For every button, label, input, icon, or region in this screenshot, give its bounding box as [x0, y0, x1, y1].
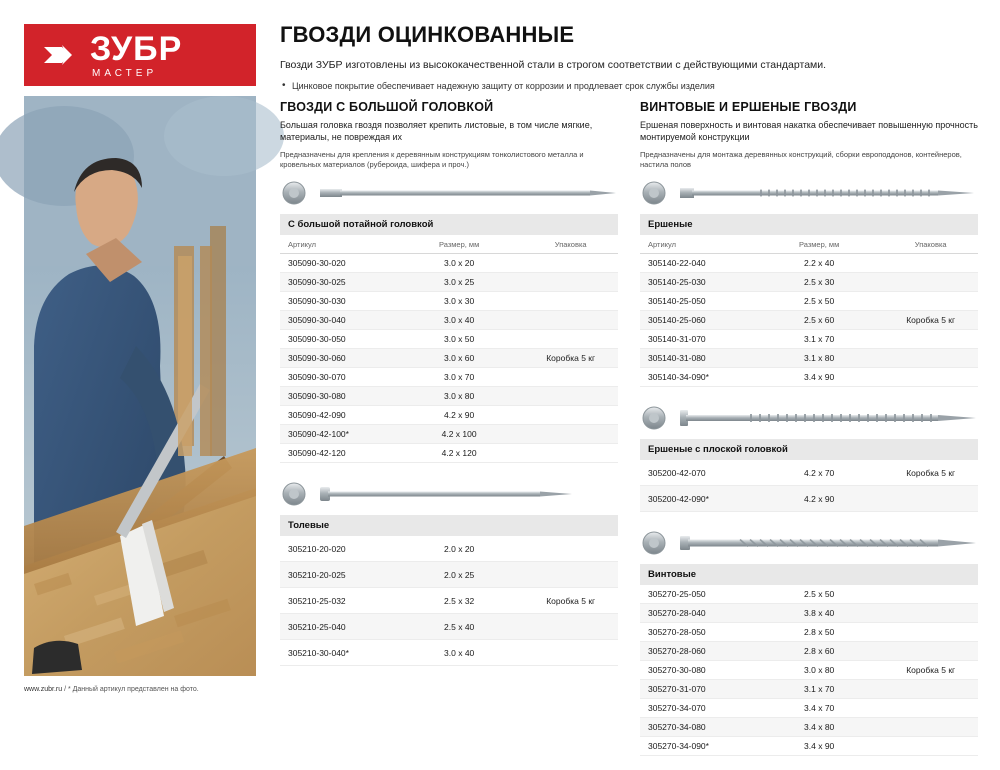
table-row — [280, 588, 618, 614]
product-photo — [24, 96, 256, 676]
table-row — [640, 585, 978, 604]
cell-size: 3.1 x 70 — [755, 680, 883, 699]
cell-package — [523, 640, 618, 666]
table-row — [280, 368, 618, 387]
cell-article: 305270-28-050 — [640, 623, 755, 642]
table-row — [640, 254, 978, 273]
cell-article: 305140-25-030 — [640, 273, 755, 292]
cell-article: 305090-30-040 — [280, 311, 395, 330]
table-caption: Ершеные — [640, 214, 978, 235]
col-article: Артикул — [280, 235, 395, 254]
cell-package: Коробка 5 кг — [883, 661, 978, 680]
cell-size: 2.5 x 50 — [755, 292, 883, 311]
cell-size: 2.5 x 30 — [755, 273, 883, 292]
table-row — [640, 699, 978, 718]
cell-size: 3.4 x 80 — [755, 718, 883, 737]
col-package: Упаковка — [523, 235, 618, 254]
cell-size: 2.5 x 60 — [755, 311, 883, 330]
cell-article: 305210-20-025 — [280, 562, 395, 588]
cell-package — [883, 604, 978, 623]
brand-text — [90, 29, 183, 79]
header-lead: Гвозди ЗУБР изготовлены из высококачественной стали в строгом соответствии с действующими стандартами. — [280, 59, 827, 71]
cell-package — [883, 718, 978, 737]
cell-package — [883, 680, 978, 699]
brand-subname: МАСТЕР — [92, 67, 158, 79]
table-row — [280, 330, 618, 349]
table-row — [280, 273, 618, 292]
cell-package — [883, 699, 978, 718]
cell-package — [523, 254, 618, 273]
table-row — [640, 623, 978, 642]
table-block-ring-flat-head — [640, 439, 978, 512]
table-caption: Винтовые — [640, 564, 978, 585]
cell-size: 2.5 x 40 — [395, 614, 523, 640]
table-header-row — [280, 235, 618, 254]
cell-article: 305210-25-040 — [280, 614, 395, 640]
table-row — [640, 737, 978, 756]
cell-size: 3.0 x 80 — [395, 387, 523, 406]
cell-size: 4.2 x 90 — [755, 486, 883, 512]
cell-article: 305090-30-060 — [280, 349, 395, 368]
cell-article: 305270-34-090* — [640, 737, 755, 756]
table-caption: Ершеные с плоской головкой — [640, 439, 978, 460]
cell-article: 305140-25-050 — [640, 292, 755, 311]
cell-package — [883, 737, 978, 756]
nail-illustration-countersunk — [280, 176, 618, 210]
table-roofing — [280, 515, 618, 666]
table-row — [640, 604, 978, 623]
column-screw-ring-nails — [640, 100, 978, 770]
table-row — [640, 680, 978, 699]
cell-article: 305210-25-032 — [280, 588, 395, 614]
cell-package: Коробка 5 кг — [883, 311, 978, 330]
cell-article: 305140-25-060 — [640, 311, 755, 330]
brand-name: ЗУБР — [90, 29, 183, 68]
footer-asterisk-note: / * Данный артикул представлен на фото. — [64, 686, 199, 693]
cell-article: 305090-30-025 — [280, 273, 395, 292]
cell-package — [523, 425, 618, 444]
cell-size: 3.0 x 20 — [395, 254, 523, 273]
cell-size: 4.2 x 70 — [755, 460, 883, 486]
cell-article: 305090-30-020 — [280, 254, 395, 273]
table-body — [280, 536, 618, 666]
cell-package — [523, 273, 618, 292]
table-row — [640, 292, 978, 311]
cell-size: 3.0 x 40 — [395, 640, 523, 666]
cell-package — [523, 311, 618, 330]
cell-article: 305090-30-030 — [280, 292, 395, 311]
table-row — [280, 640, 618, 666]
table-row — [640, 486, 978, 512]
cell-package — [523, 614, 618, 640]
column-large-head-nails — [280, 100, 618, 680]
cell-article: 305200-42-070 — [640, 460, 755, 486]
table-ring — [640, 214, 978, 387]
right-section-note: Предназначены для монтажа деревянных конструкций, сборки европоддонов, контейнеров, настила полов — [640, 150, 962, 169]
table-row — [280, 387, 618, 406]
nail-illustration-screw — [640, 526, 978, 560]
table-row — [280, 311, 618, 330]
cell-article: 305140-31-080 — [640, 349, 755, 368]
table-body — [280, 254, 618, 463]
cell-size: 3.4 x 70 — [755, 699, 883, 718]
col-size: Размер, мм — [755, 235, 883, 254]
cell-article: 305140-31-070 — [640, 330, 755, 349]
cell-package — [883, 585, 978, 604]
cell-size: 3.4 x 90 — [755, 737, 883, 756]
table-block-roofing — [280, 515, 618, 666]
table-header-row — [640, 235, 978, 254]
table-row — [280, 536, 618, 562]
col-size: Размер, мм — [395, 235, 523, 254]
cell-size: 2.5 x 50 — [755, 585, 883, 604]
table-row — [640, 661, 978, 680]
cell-package — [883, 273, 978, 292]
cell-package — [523, 562, 618, 588]
table-caption: Толевые — [280, 515, 618, 536]
cell-article: 305270-30-080 — [640, 661, 755, 680]
table-row — [280, 614, 618, 640]
cell-article: 305090-42-100* — [280, 425, 395, 444]
table-row — [640, 311, 978, 330]
nail-illustration-ring-flat-head — [640, 401, 978, 435]
arrow-icon — [40, 35, 80, 75]
table-row — [280, 254, 618, 273]
cell-size: 2.0 x 25 — [395, 562, 523, 588]
page-header — [280, 22, 980, 93]
cell-package — [883, 486, 978, 512]
table-block-screw — [640, 564, 978, 756]
cell-package — [523, 444, 618, 463]
table-row — [640, 330, 978, 349]
cell-article: 305210-30-040* — [280, 640, 395, 666]
cell-article: 305270-34-080 — [640, 718, 755, 737]
cell-package — [883, 368, 978, 387]
cell-package — [883, 623, 978, 642]
cell-size: 3.0 x 70 — [395, 368, 523, 387]
cell-package: Коробка 5 кг — [523, 588, 618, 614]
cell-size: 4.2 x 120 — [395, 444, 523, 463]
cell-article: 305270-34-070 — [640, 699, 755, 718]
table-row — [640, 273, 978, 292]
cell-size: 3.4 x 90 — [755, 368, 883, 387]
table-body — [640, 254, 978, 387]
nail-illustration-roofing — [280, 477, 618, 511]
cell-size: 3.0 x 50 — [395, 330, 523, 349]
cell-size: 2.0 x 20 — [395, 536, 523, 562]
cell-size: 3.0 x 60 — [395, 349, 523, 368]
table-row — [280, 349, 618, 368]
cell-size: 2.5 x 32 — [395, 588, 523, 614]
table-row — [640, 642, 978, 661]
cell-package — [883, 292, 978, 311]
cell-article: 305270-28-040 — [640, 604, 755, 623]
table-countersunk — [280, 214, 618, 463]
cell-package — [883, 642, 978, 661]
page-title: ГВОЗДИ ОЦИНКОВАННЫЕ — [280, 22, 575, 47]
cell-size: 2.2 x 40 — [755, 254, 883, 273]
table-row — [280, 292, 618, 311]
cell-package — [523, 536, 618, 562]
cell-size: 3.0 x 30 — [395, 292, 523, 311]
col-package: Упаковка — [883, 235, 978, 254]
right-section-title: ВИНТОВЫЕ И ЕРШЕНЫЕ ГВОЗДИ — [640, 100, 857, 114]
cell-article: 305210-20-020 — [280, 536, 395, 562]
cell-size: 4.2 x 90 — [395, 406, 523, 425]
cell-article: 305090-30-080 — [280, 387, 395, 406]
cell-article: 305090-42-120 — [280, 444, 395, 463]
cell-size: 3.0 x 25 — [395, 273, 523, 292]
cell-article: 305140-34-090* — [640, 368, 755, 387]
cell-package: Коробка 5 кг — [883, 460, 978, 486]
nail-illustration-ring — [640, 176, 978, 210]
cell-package — [883, 254, 978, 273]
cell-size: 2.8 x 50 — [755, 623, 883, 642]
cell-article: 305090-30-050 — [280, 330, 395, 349]
right-section-description: Ершеная поверхность и винтовая накатка обеспечивает повышенную прочность монтируемой конструкции — [640, 120, 978, 142]
table-row — [280, 444, 618, 463]
cell-size: 3.0 x 40 — [395, 311, 523, 330]
cell-article: 305270-28-060 — [640, 642, 755, 661]
cell-package — [523, 330, 618, 349]
table-block-ring — [640, 214, 978, 387]
cell-article: 305090-42-090 — [280, 406, 395, 425]
table-screw — [640, 564, 978, 756]
table-row — [280, 425, 618, 444]
cell-size: 4.2 x 100 — [395, 425, 523, 444]
footer-url: www.zubr.ru — [24, 686, 63, 693]
table-row — [640, 460, 978, 486]
cell-article: 305140-22-040 — [640, 254, 755, 273]
table-body — [640, 460, 978, 512]
left-section-title: ГВОЗДИ С БОЛЬШОЙ ГОЛОВКОЙ — [280, 100, 494, 114]
table-body — [640, 585, 978, 756]
brand-logo — [24, 24, 256, 86]
header-bullet: • Цинковое покрытие обеспечивает надежную защиту от коррозии и продлевает срок службы изделия — [280, 80, 980, 93]
cell-package — [883, 349, 978, 368]
cell-package — [523, 368, 618, 387]
cell-package — [523, 387, 618, 406]
cell-size: 3.0 x 80 — [755, 661, 883, 680]
cell-package — [883, 330, 978, 349]
table-caption: С большой потайной головкой — [280, 214, 618, 235]
cell-size: 2.8 x 60 — [755, 642, 883, 661]
cell-size: 3.1 x 80 — [755, 349, 883, 368]
table-ring-flat-head — [640, 439, 978, 512]
table-row — [640, 718, 978, 737]
cell-size: 3.8 x 40 — [755, 604, 883, 623]
col-article: Артикул — [640, 235, 755, 254]
cell-package — [523, 406, 618, 425]
left-section-note: Предназначены для крепления к деревянным конструкциям тонколистового металла и кровельных материалов (рубероида, шифера и проч.) — [280, 150, 584, 169]
table-row — [280, 406, 618, 425]
table-row — [640, 349, 978, 368]
cell-size: 3.1 x 70 — [755, 330, 883, 349]
cell-article: 305200-42-090* — [640, 486, 755, 512]
cell-article: 305090-30-070 — [280, 368, 395, 387]
table-block-countersunk — [280, 214, 618, 463]
cell-article: 305270-31-070 — [640, 680, 755, 699]
table-row — [640, 368, 978, 387]
footer-note — [24, 686, 199, 693]
left-section-description: Большая головка гвоздя позволяет крепить листовые, в том числе мягкие, материалы, не повреждая их — [280, 120, 593, 142]
cell-package: Коробка 5 кг — [523, 349, 618, 368]
table-row — [280, 562, 618, 588]
cell-article: 305270-25-050 — [640, 585, 755, 604]
cell-package — [523, 292, 618, 311]
